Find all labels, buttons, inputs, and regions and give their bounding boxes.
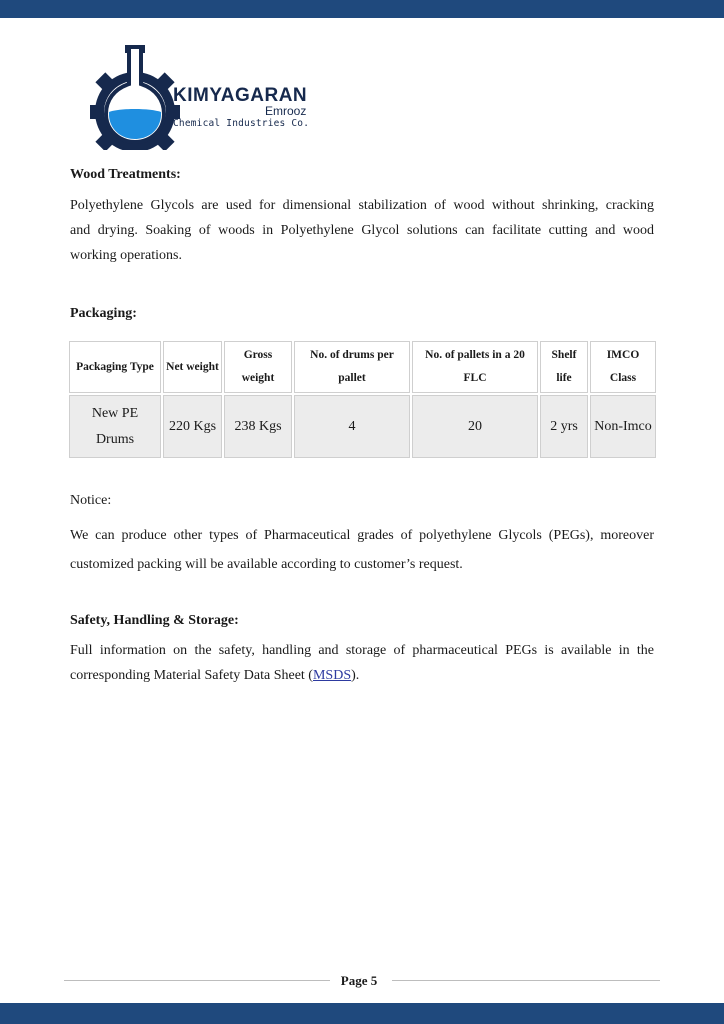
text-line: and drying. Soaking of woods in Polyethylene Glycol solutions can facilitate cutting and wood: [70, 223, 654, 238]
header-imco-class: IMCO Class: [590, 341, 656, 393]
wood-treatments-heading: Wood Treatments:: [70, 167, 181, 182]
text-line: [70, 663, 654, 688]
packaging-heading: Packaging:: [70, 306, 137, 321]
table-header-row: [69, 341, 656, 393]
text-segment: ).: [351, 668, 360, 683]
logo-company-name: Chemical Industries Co.: [173, 118, 310, 129]
wood-treatments-paragraph: [70, 193, 654, 268]
footer-bar: [0, 1003, 724, 1024]
logo-subtitle: Emrooz: [265, 104, 307, 118]
notice-heading: Notice:: [70, 493, 112, 508]
header-drums-per-pallet: No. of drums per pallet: [294, 341, 410, 393]
text-line: Polyethylene Glycols are used for dimensional stabilization of wood without shrinking, cracking: [70, 198, 654, 213]
text-line: Full information on the safety, handling and storage of pharmaceutical PEGs is available in the: [70, 643, 654, 658]
safety-heading: Safety, Handling & Storage:: [70, 613, 239, 628]
text-segment: corresponding Material Safety Data Sheet (: [70, 668, 313, 683]
cell-gross-weight: 238 Kgs: [224, 395, 292, 458]
header-gross-weight: Gross weight: [224, 341, 292, 393]
cell-imco-class: Non-Imco: [590, 395, 656, 458]
cell-packaging-type: New PE Drums: [69, 395, 161, 458]
cell-pallets-per-flc: 20: [412, 395, 538, 458]
msds-link[interactable]: MSDS: [312, 668, 352, 683]
table-row: [69, 395, 656, 458]
notice-paragraph: [70, 521, 654, 579]
footer-divider-right: [392, 980, 660, 981]
safety-paragraph: [70, 638, 654, 688]
header-pallets-per-flc: No. of pallets in a 20 FLC: [412, 341, 538, 393]
footer-divider-left: [64, 980, 330, 981]
cell-drums-per-pallet: 4: [294, 395, 410, 458]
cell-net-weight: 220 Kgs: [163, 395, 222, 458]
flask-gear-icon: [90, 42, 180, 150]
text-line: customized packing will be available according to customer’s request.: [70, 557, 463, 572]
header-bar: [0, 0, 724, 18]
company-logo: [90, 42, 310, 150]
page-number: Page 5: [340, 973, 378, 988]
text-line: working operations.: [70, 248, 182, 263]
packaging-table: [67, 339, 658, 460]
header-net-weight: Net weight: [163, 341, 222, 393]
header-packaging-type: Packaging Type: [69, 341, 161, 393]
cell-shelf-life: 2 yrs: [540, 395, 588, 458]
logo-brand-text: KIMYAGARAN: [173, 85, 308, 106]
header-shelf-life: Shelf life: [540, 341, 588, 393]
text-line: We can produce other types of Pharmaceutical grades of polyethylene Glycols (PEGs), moreover: [70, 528, 654, 543]
